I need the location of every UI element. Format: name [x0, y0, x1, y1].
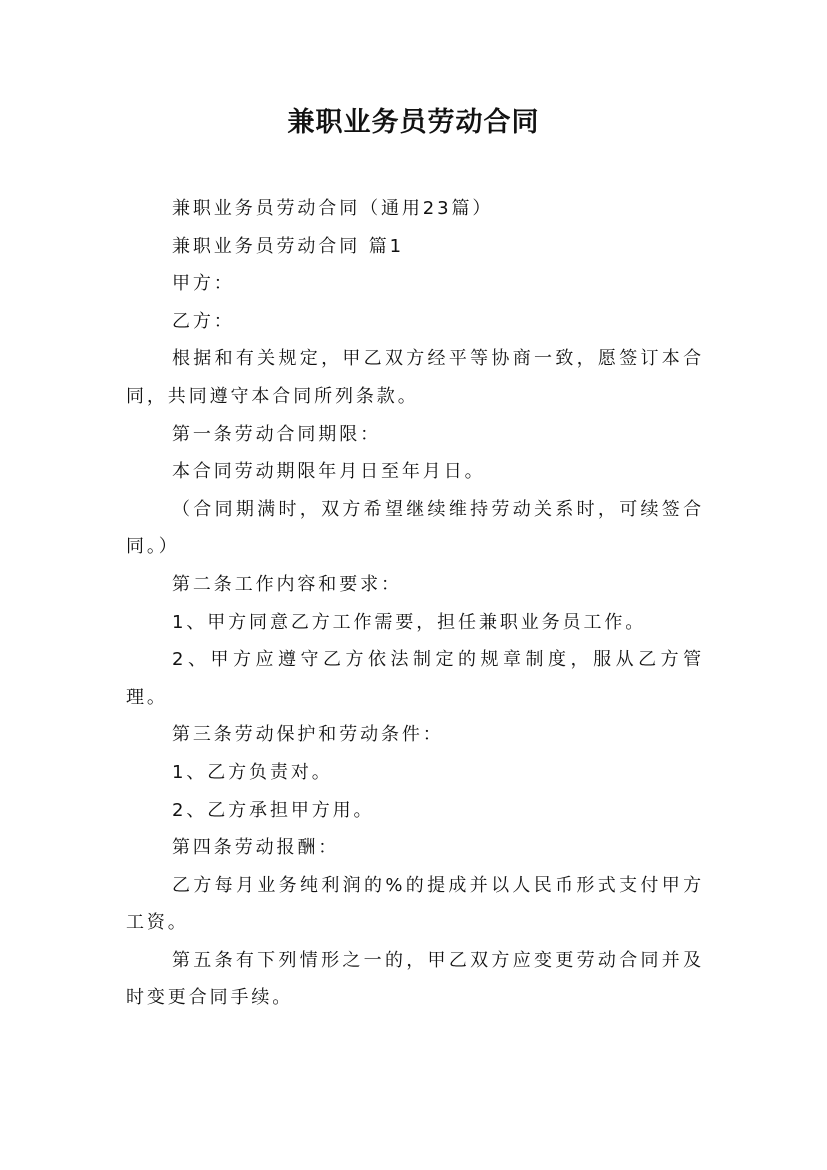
paragraph-section-title: 兼职业务员劳动合同 篇1	[172, 235, 404, 257]
paragraph-article-5-title: 第五条有下列情形之一的，甲乙双方应变更劳动合同并及时变更合同手续。	[126, 949, 704, 1009]
document-body	[126, 190, 704, 1017]
paragraph-article-4-title: 第四条劳动报酬：	[172, 837, 340, 859]
paragraph-article-2-title: 第二条工作内容和要求：	[172, 573, 402, 595]
paragraph-preamble: 根据和有关规定，甲乙双方经平等协商一致，愿签订本合同，共同遵守本合同所列条款。	[126, 348, 704, 407]
paragraph-article-3-item-2: 2、乙方承担甲方用。	[172, 799, 375, 821]
paragraph-article-3-item-1: 1、乙方负责对。	[172, 761, 333, 783]
paragraph-heading: 兼职业务员劳动合同（通用23篇）	[172, 198, 494, 219]
paragraph-article-4-body: 乙方每月业务纯利润的%的提成并以人民币形式支付甲方工资。	[126, 874, 704, 934]
paragraph-party-a: 甲方：	[172, 273, 235, 295]
paragraph-article-1-renewal: （合同期满时，双方希望继续维持劳动关系时，可续签合同。）	[126, 498, 704, 558]
paragraph-article-3-title: 第三条劳动保护和劳动条件：	[172, 724, 444, 746]
paragraph-article-2-item-1: 1、甲方同意乙方工作需要，担任兼职业务员工作。	[172, 611, 647, 633]
paragraph-article-1-term: 本合同劳动期限年月日至年月日。	[172, 461, 486, 483]
document-title: 兼职业务员劳动合同	[287, 107, 540, 138]
paragraph-party-b: 乙方：	[172, 310, 235, 332]
paragraph-article-1-title: 第一条劳动合同期限：	[172, 423, 381, 445]
paragraph-article-2-item-2: 2、甲方应遵守乙方依法制定的规章制度，服从乙方管理。	[126, 649, 704, 708]
